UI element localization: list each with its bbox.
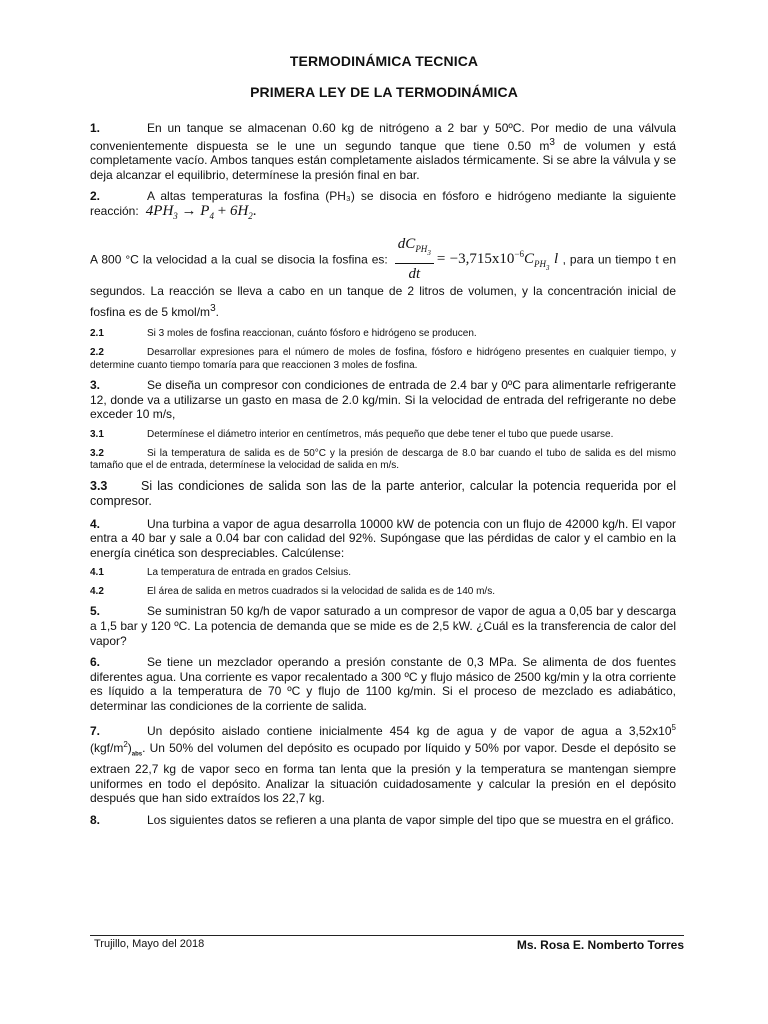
superscript: 2 — [123, 740, 128, 750]
problem-text: Determínese el diámetro interior en centímetros, más pequeño que debe tener el tubo que puede usarse. — [147, 428, 614, 440]
problem-text: Si las condiciones de salida son las de la parte anterior, calcular la potencia requerida por el compresor. — [90, 478, 676, 509]
problem-3-1 — [90, 429, 676, 442]
problem-8 — [90, 813, 676, 828]
problem-text: Desarrollar expresiones para el número de moles de fosfina, fósforo e hidrógeno presentes en cualquier tiempo, y determine cuanto tiempo tomaría para que reaccionen 3 moles de fosfina. — [90, 346, 676, 371]
problem-number: 8. — [90, 813, 101, 827]
document-title: TERMODINÁMICA TECNICA — [289, 53, 479, 69]
problem-number: 6. — [90, 655, 101, 670]
problem-text: Una turbina a vapor de agua desarrolla 10000 kW de potencia con un flujo de 42000 kg/h. El vapor entra a 40 bar y sale a 0.04 bar con calidad del 92%. Supóngase que las pérdidas de calor y el cambio en la energía cinética son despreciables. Calcúlense: — [90, 516, 676, 560]
problem-4-1 — [90, 567, 676, 580]
problem-number: 4.1 — [90, 567, 104, 579]
rate-equation: $\frac{dC_{PH_3}}{dt}$ = $-3,715x10^{-6}C_{PH_3}$ l — [392, 251, 563, 267]
problem-3-3 — [90, 479, 676, 510]
problem-text: Los siguientes datos se refieren a una planta de vapor simple del tipo que se muestra en el gráfico. — [147, 813, 674, 827]
problem-4-2 — [90, 586, 676, 599]
problem-3-2 — [90, 448, 676, 473]
problem-5 — [90, 604, 676, 648]
problem-7: 7. Un depósito aislado contiene inicialmente 454 kg de agua y de vapor de agua a $3,52x10^5$ $(kgf/m^2)_{abs}$. Un 50% del volumen del depósito es ocupado por líquido y 50% por vapor. Desde el depósito se extraen 22,7 kg de vapor seco en forma tan lenta que la presión y la temperatura se mantengan siempre uniformes en todo el depósito. Analizar la situación cuidadosamente y calcular la presión en el depósito después que han sido extraídos los 22,7 kg. — [90, 722, 676, 806]
page-footer — [90, 935, 684, 954]
problem-number: 3.1 — [90, 428, 104, 440]
problem-text: Se suministran 50 kg/h de vapor saturado a un compresor de vapor de agua a 0,05 bar y descarga a 1,5 bar y 120 ºC. La potencia de demanda que se mide es de 2,5 kW. ¿Cuál es la transferencia de calor del vapor? — [90, 604, 676, 648]
problem-text: A 800 °C la velocidad a la cual se disocia la fosfina es: — [90, 251, 388, 266]
problem-text: Se diseña un compresor con condiciones de entrada de 2.4 bar y 0ºC para alimentarle refrigerante 12, donde va a utilizarse un gasto en masa de 2.0 kg/min. Si la velocidad de entrada del refrigerante no debe exceder 10 m/s, — [90, 378, 676, 422]
problem-number: 3. — [90, 378, 101, 393]
problem-number: 4.2 — [90, 585, 104, 597]
superscript: 3 — [549, 136, 555, 148]
footer-date: Trujillo, Mayo del 2018 — [94, 938, 205, 950]
problem-number: 1. — [90, 121, 101, 135]
problem-number: 5. — [90, 604, 101, 619]
superscript: 5 — [671, 722, 676, 732]
problem-number: 3.3 — [90, 478, 108, 493]
problem-text: Un depósito aislado contiene inicialmente 454 kg de agua y de vapor de agua a 3,52x10 — [147, 723, 672, 738]
problem-2 — [90, 189, 676, 223]
problem-text: Si 3 moles de fosfina reaccionan, cuánto fósforo e hidrógeno se producen. — [147, 328, 477, 340]
footer-author: Ms. Rosa E. Nomberto Torres — [516, 938, 684, 952]
rate-fraction: $\frac{dC_{PH_3}}{dt}$ — [395, 236, 434, 284]
problem-3 — [90, 378, 676, 422]
problem-text: A altas temperaturas la fosfina (PH₃) se disocia en fósforo e hidrógeno mediante la siguiente reacción: — [90, 189, 676, 218]
problem-text: La temperatura de entrada en grados Celsius. — [147, 567, 352, 579]
problem-number: 4. — [90, 516, 101, 531]
document-subtitle: PRIMERA LEY DE LA TERMODINÁMICA — [250, 84, 518, 100]
problem-number: 2. — [90, 189, 101, 204]
problem-text: En un tanque se almacenan 0.60 kg de nitrógeno a 2 bar y 50ºC. Por medio de una válvula convenientemente dispuesta se le une un segundo tanque que tiene 0.50 m — [90, 121, 676, 153]
problem-2-rate: A 800 °C la velocidad a la cual se disocia la fosfina es: $\frac{dC_{PH_3}}{dt}$ = $-3,715x10^{-6}C_{PH_3}$ l , para un tiempo t en segundos. La reacción se lleva a cabo en un tanque de 2 litros de volumen, y la concentración inicial de fosfina es de 5 kmol/$m^3$. — [90, 235, 677, 320]
superscript: 3 — [210, 303, 216, 315]
problem-text: , para un tiempo t en segundos. La reacción se lleva a cabo en un tanque de 2 litros de volumen, y la concentración inicial de fosfina es de 5 kmol/m — [90, 251, 677, 320]
problem-number: 2.1 — [90, 328, 104, 340]
problem-text: . Un 50% del volumen del depósito es ocupado por líquido y 50% por vapor. Desde el depósito se extraen 22,7 kg de vapor seco en forma tan lenta que la presión y la temperatura se mantengan siempre uniformes en todo el depósito. Analizar la situación cuidadosamente y calcular la presión en el depósito después que han sido extraídos los 22,7 kg. — [90, 741, 676, 806]
problem-4 — [90, 517, 676, 561]
problem-6 — [90, 655, 676, 713]
problem-number: 2.2 — [90, 346, 104, 358]
problem-text: Si la temperatura de salida es de 50°C y la presión de descarga de 8.0 bar cuando el tubo de salida es del mismo tamaño que el de entrada, determínese la velocidad de salida en m/s. — [90, 447, 676, 472]
problem-list — [90, 121, 676, 835]
reaction-equation: $4PH_3 \to P_4 + 6H_2$. — [145, 202, 257, 221]
subscript: abs — [131, 751, 143, 758]
problem-number: 7. — [90, 723, 101, 738]
problem-2-1 — [90, 328, 676, 341]
problem-number: 3.2 — [90, 447, 104, 459]
problem-text: de volumen y está completamente vacío. Ambos tanques están completamente aislados térmicamente. Si se abre la válvula y se deja alcanzar el equilibrio, determínese la presión final en bar. — [90, 138, 676, 182]
problem-text: El área de salida en metros cuadrados si la velocidad de salida es de 140 m/s. — [147, 585, 495, 597]
problem-1 — [90, 121, 676, 182]
problem-2-2 — [90, 347, 676, 372]
problem-text: Se tiene un mezclador operando a presión constante de 0,3 MPa. Se alimenta de dos fuentes diferentes agua. Una corriente es vapor recalentado a 300 ºC y flujo másico de 2500 kg/min y la otra corriente es líquido a la temperatura de 70 ºC y flujo de 1100 kg/min. Si el proceso de mezclado es adiabático, determinar las condiciones de la corriente de salida. — [90, 655, 676, 714]
